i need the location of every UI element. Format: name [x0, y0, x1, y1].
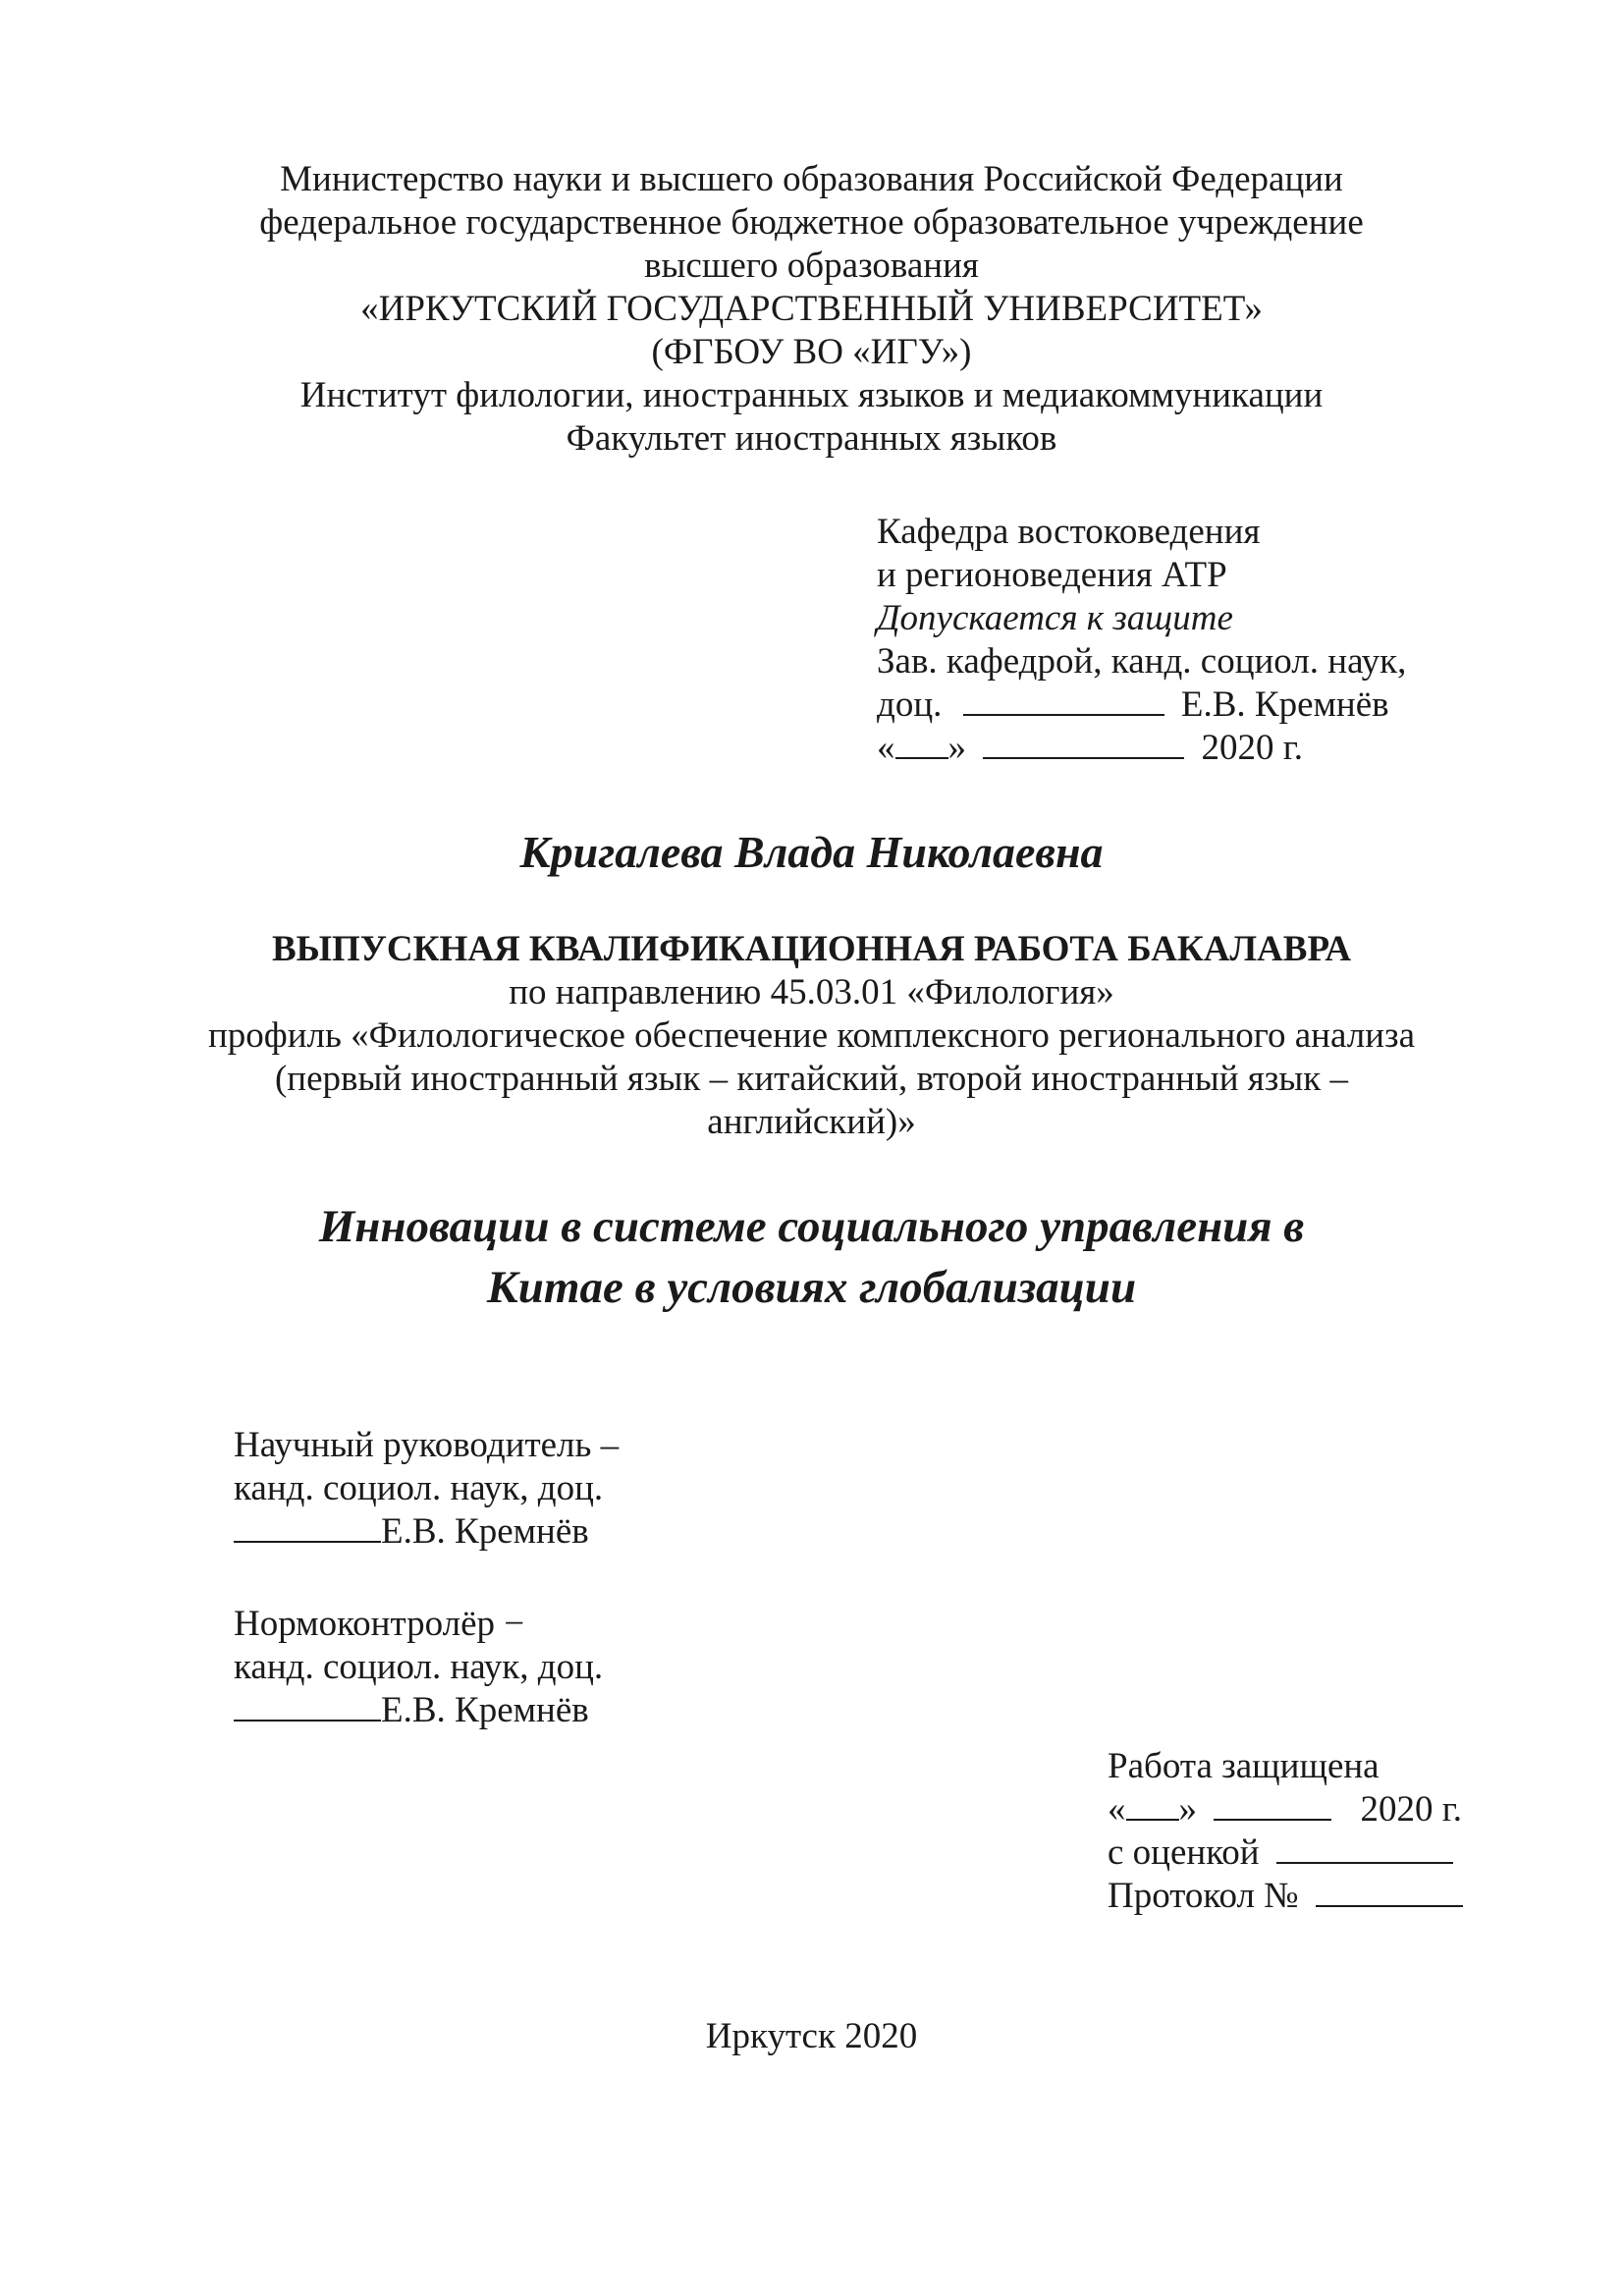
normcontrol-signature-line: [234, 1689, 603, 1732]
work-profile-line-3: английский)»: [707, 1102, 916, 1142]
university-abbr-line: (ФГБОУ ВО «ИГУ»): [651, 332, 972, 372]
approval-date-line: [877, 727, 1406, 770]
ministry-line: Министерство науки и высшего образования Российской Федерации: [280, 159, 1343, 199]
approval-month-blank: [983, 728, 1184, 759]
institution-type-line: федеральное государственное бюджетное образовательное учреждение: [259, 202, 1364, 243]
date-quote-open: «: [877, 728, 895, 768]
grade-blank: [1276, 1832, 1453, 1864]
supervisor-role: Научный руководитель –: [234, 1425, 620, 1465]
supervisor-block: [234, 1424, 619, 1554]
defense-protocol-line: [1108, 1875, 1463, 1918]
approval-block: [877, 511, 1406, 770]
supervisor-signature-line: [234, 1510, 619, 1554]
city-year: Иркутск 2020: [705, 2016, 918, 2056]
approval-day-blank: [895, 728, 948, 759]
faculty-line: Факультет иностранных языков: [566, 418, 1057, 459]
normcontrol-signature-blank: [234, 1690, 381, 1722]
defense-quote-open: «: [1108, 1789, 1126, 1830]
protocol-label: Протокол №: [1108, 1876, 1299, 1916]
defense-quote-close: »: [1178, 1789, 1197, 1830]
defense-day-blank: [1126, 1789, 1179, 1821]
head-of-department-title: Зав. кафедрой, канд. социол. наук,: [877, 641, 1407, 682]
defense-grade-line: [1108, 1831, 1463, 1875]
university-name-line: «ИРКУТСКИЙ ГОСУДАРСТВЕННЫЙ УНИВЕРСИТЕТ»: [360, 289, 1263, 329]
defense-title: Работа защищена: [1108, 1746, 1380, 1786]
work-profile-line-2: (первый иностранный язык – китайский, второй иностранный язык –: [274, 1059, 1349, 1099]
defense-date-line: [1108, 1788, 1463, 1831]
head-signature-line: [877, 683, 1406, 727]
normcontrol-degree: канд. социол. наук, доц.: [234, 1647, 604, 1687]
institution-header: [0, 158, 1623, 461]
work-direction: по направлению 45.03.01 «Филология»: [509, 972, 1114, 1012]
protocol-blank: [1316, 1876, 1463, 1907]
admitted-to-defense: Допускается к защите: [877, 598, 1233, 638]
head-signature-blank: [963, 684, 1164, 716]
education-level-line: высшего образования: [644, 246, 979, 286]
department-line-2: и регионоведения АТР: [877, 555, 1227, 595]
work-type: ВЫПУСКНАЯ КВАЛИФИКАЦИОННАЯ РАБОТА БАКАЛАВРА: [271, 929, 1352, 969]
approval-year: 2020 г.: [1201, 728, 1304, 768]
normcontrol-block: [234, 1603, 603, 1732]
normcontrol-role: Нормоконтролёр −: [234, 1604, 525, 1644]
supervisor-name: Е.В. Кремнёв: [381, 1511, 589, 1552]
department-line-1: Кафедра востоковедения: [877, 512, 1261, 552]
thesis-title-line-1: Инновации в системе социального управления в: [318, 1201, 1305, 1252]
head-position-prefix: доц.: [877, 684, 943, 725]
date-quote-close: »: [947, 728, 966, 768]
supervisor-signature-blank: [234, 1511, 381, 1543]
work-description: [0, 928, 1623, 1144]
author-name: Кригалева Влада Николаевна: [519, 827, 1104, 877]
head-name: Е.В. Кремнёв: [1180, 684, 1389, 725]
defense-month-blank: [1214, 1789, 1331, 1821]
normcontrol-name: Е.В. Кремнёв: [381, 1690, 589, 1730]
defense-block: [1108, 1745, 1463, 1918]
supervisor-degree: канд. социол. наук, доц.: [234, 1468, 604, 1508]
thesis-title: [0, 1196, 1623, 1318]
grade-label: с оценкой: [1108, 1832, 1260, 1873]
defense-year: 2020 г.: [1360, 1789, 1463, 1830]
institute-line: Институт филологии, иностранных языков и медиакоммуникации: [299, 375, 1324, 415]
work-profile-line-1: профиль «Филологическое обеспечение комплексного регионального анализа: [207, 1015, 1416, 1056]
thesis-title-line-2: Китае в условиях глобализации: [486, 1262, 1137, 1313]
